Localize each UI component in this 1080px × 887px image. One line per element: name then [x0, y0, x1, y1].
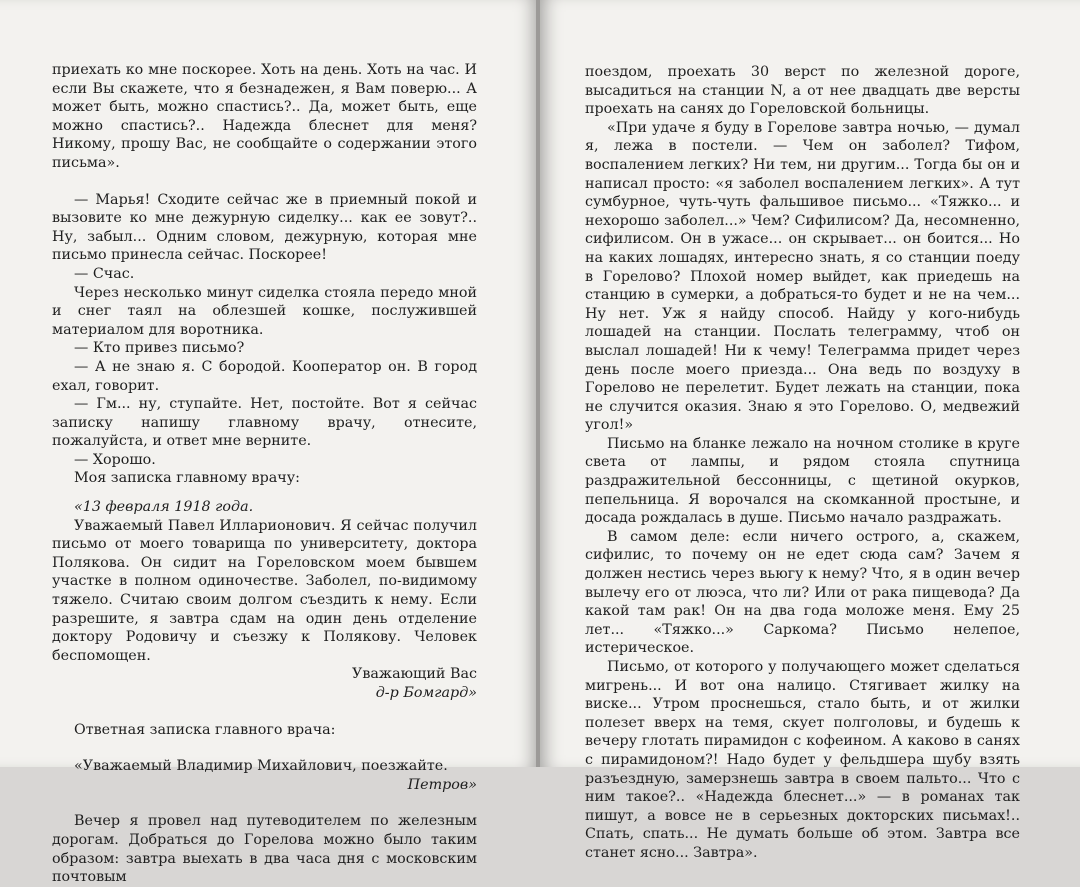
left-page — [0, 0, 538, 886]
letter-closing: Уважающий Вас — [352, 666, 477, 683]
paragraph: — Кто привез письмо? — [74, 340, 245, 357]
paragraph: — Марья! Сходите сейчас же в приемный покой и вызовите ко мне дежурную сиделку... как ее зовут?.. Ну, забыл... Одним словом, дежурную, которая мне письмо принесла сейчас. Поскорее! — [52, 191, 477, 264]
paragraph: Письмо, от которого у получающего может сделаться мигрень... И вот она налицо. Стягивает жилку на виске... Утром проснешься, стало быть, и от жилки полезет вверх на темя, скует полголовы, и будешь к вечеру глотать пирамидон с кофеином. А каково в санях с пирамидоном?! Надо будет у фельдшера шубу взять разъездную, замерзнешь завтра в своем пальто... Что с ним такое?.. «Надежда блеснет...» — в романах так пишут, а вовсе не в серьезных докторских письмах!.. Спать, спать... Не думать больше об этом. Завтра все станет ясно... Завтра». — [585, 659, 1020, 861]
section-gap — [52, 794, 477, 812]
paragraph: — Хорошо. — [74, 451, 156, 468]
right-text-column — [585, 63, 1020, 863]
paragraph: В самом деле: если ничего острого, а, скажем, сифилис, то почему он не едет сюда сам? Зачем я должен нестись через вьюгу к нему? Что, я в один вечер вылечу его от люэса, что ли? Или от рака пищевода? Да какой там рак! Он на два года моложе меня. Ему 25 лет... «Тяжко...» Саркома? Письмо нелепое, истерическое. — [585, 528, 1020, 657]
paragraph: приехать ко мне поскорее. Хоть на день. Хоть на час. И если Вы скажете, что я безнадежен, я Вам поверю... А может быть, можно спастись?.. Да, может быть, еще можно спастись?.. Надежда блеснет для меня? Никому, прошу Вас, не сообщайте о содержании этого письма». — [52, 62, 477, 171]
paragraph: «Уважаемый Владимир Михайлович, поезжайте. — [74, 758, 448, 775]
left-text-column — [52, 61, 477, 887]
paragraph: «При удаче я буду в Горелове завтра ночью, — думал я, лежа в постели. — Чем он заболел? Тифом, воспалением легких? Ни тем, ни другим... Тогда бы он и написал просто: «я заболел воспалением легких». А тут сумбурное, чуть-чуть фальшивое письмо... «Тяжко... и нехорошо заболел...» Чем? Сифилисом? Да, несомненно, сифилисом. Он в ужасе... он скрывает... он боится... Но на каких лошадях, интересно знать, я со станции поеду в Горелово? Плохой номер выйдет, как приедешь на станцию в сумерки, а добраться-то будет и не на чем... Ну нет. Уж я найду способ. Найду у кого-нибудь лошадей на станции. Послать телеграмму, чтоб он выслал лошадей! Ни к чему! Телеграмма придет через день после моего приезда... Она ведь по воздуху в Горелово не перелетит. Будет лежать на станции, пока не случится оказия. Знаю я это Горелово. О, медвежий угол!» — [585, 119, 1020, 434]
letter-signature: Петров» — [407, 776, 477, 793]
paragraph: — Гм... ну, ступайте. Нет, постойте. Вот я сейчас записку напишу главному врачу, отнесите, пожалуйста, и ответ мне верните. — [52, 396, 477, 450]
paragraph: — Счас. — [74, 265, 135, 282]
paragraph: Моя записка главному врачу: — [74, 470, 300, 487]
right-page — [540, 0, 1080, 861]
paragraph: Через несколько минут сиделка стояла передо мной и снег таял на облезшей кошке, послужившей материалом для воротника. — [52, 284, 477, 338]
section-gap — [52, 739, 477, 757]
letter-signature: д-р Бомгард» — [375, 685, 477, 701]
paragraph: Вечер я провел над путеводителем по железным дорогам. Добраться до Горелова можно было таким образом: завтра выехать в два часа дня с московским почтовым — [52, 813, 477, 886]
section-gap — [52, 488, 477, 498]
paragraph: Письмо на бланке лежало на ночном столике в круге света от лампы, и рядом стояла спутница раздражительной бессонницы, с щетиной окурков, пепельница. Я ворочался на скомканной простыне, и досада рождалась в душе. Письмо начало раздражать. — [585, 435, 1020, 527]
letter-date: «13 февраля 1918 года. — [74, 499, 254, 516]
paragraph: Уважаемый Павел Илларионович. Я сейчас получил письмо от моего товарища по университету, доктора Полякова. Он сидит на Гореловском моем бывшем участке в полном одиночестве. Заболел, по-видимому тяжело. Считаю своим долгом съездить к нему. Если разрешите, я завтра сдам на один день отделение доктору Родовичу и съезжу к Полякову. Человек беспомощен. — [52, 517, 477, 664]
paragraph: Ответная записка главного врача: — [74, 721, 336, 738]
paragraph: — А не знаю я. С бородой. Кооператор он. В город ехал, говорит. — [52, 358, 477, 394]
section-gap — [52, 173, 477, 191]
section-gap — [52, 703, 477, 721]
paragraph: поездом, проехать 30 верст по железной дороге, высадиться на станции N, а от нее двадцать две версты проехать на санях до Гореловской больницы. — [585, 64, 1020, 118]
